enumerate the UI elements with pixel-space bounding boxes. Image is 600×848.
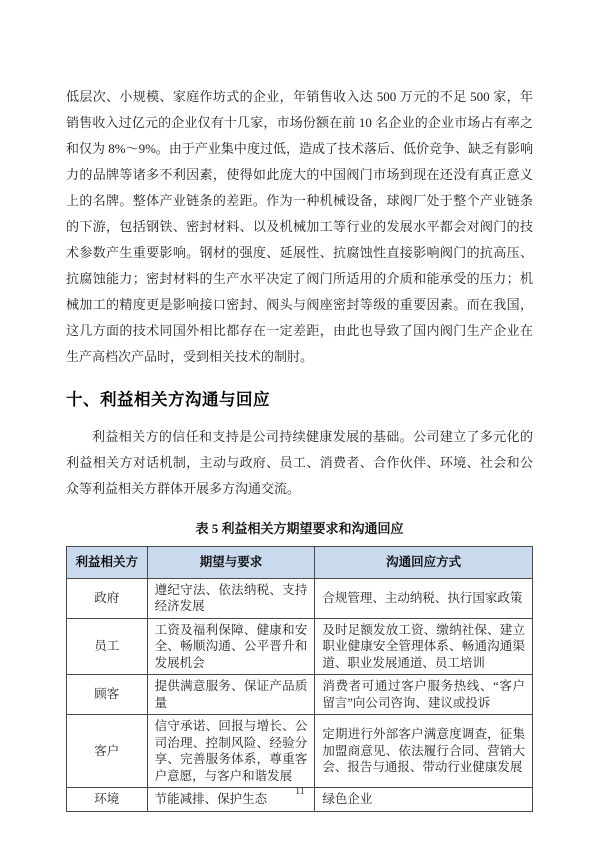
table-row — [67, 715, 533, 788]
response-cell: 及时足额发放工资、缴纳社保、建立职业健康安全管理体系、畅通沟通渠道、职业发展通道、员工培训 — [315, 618, 533, 675]
stakeholder-cell: 政府 — [67, 578, 148, 618]
response-cell: 定期进行外部客户满意度调查，征集加盟商意见、依法履行合同、营销大会、报告与通报、带动行业健康发展 — [315, 715, 533, 788]
table-caption: 表 5 利益相关方期望要求和沟通回应 — [195, 521, 404, 536]
industry-analysis-paragraph: 低层次、小规模、家庭作坊式的企业，年销售收入达 500 万元的不足 500 家，年销售收入过亿元的企业仅有十几家，市场份额在前 10 名企业的企业市场占有率之和仅为 8%～9%。由于产业集中度过低，造成了技术落后、低价竞争、缺乏有影响力的品牌等诸多不利因素，使得如此庞大的中国阀门市场到现在还没有真正意义上的名牌。整体产业链条的差距。作为一种机械设备，球阀厂处于整个产业链条的下游，包括钢铁、密封材料、以及机械加工等行业的发展水平都会对阀门的技术参数产生重要影响。钢材的强度、延展性、抗腐蚀性直接影响阀门的抗高压、抗腐蚀能力；密封材料的生产水平决定了阀门所适用的介质和能承受的压力；机械加工的精度更是影响接口密封、阀头与阀座密封等级的重要因素。而在我国，这几方面的技术同国外相比都存在一定差距，由此也导致了国内阀门生产企业在生产高档次产品时，受到相关技术的制肘。 — [66, 89, 533, 364]
stakeholder-cell: 顾客 — [67, 675, 148, 715]
response-cell: 消费者可通过客户服务热线、“客户留言”向公司咨询、建议或投诉 — [315, 675, 533, 715]
table-row — [67, 578, 533, 618]
expectations-cell: 遵纪守法、依法纳税、支持经济发展 — [147, 578, 315, 618]
stakeholder-cell: 客户 — [67, 715, 148, 788]
stakeholder-cell: 员工 — [67, 618, 148, 675]
page-number: 11 — [295, 786, 305, 797]
header-cell-stakeholder: 利益相关方 — [67, 547, 148, 579]
expectations-cell: 节能减排、保护生态 — [147, 788, 315, 812]
expectations-cell: 信守承诺、回报与增长、公司治理、控制风险、经验分享、完善服务体系，尊重客户意愿，与客户和谐发展 — [147, 715, 315, 788]
page-content — [66, 84, 533, 812]
header-cell-response: 沟通回应方式 — [315, 547, 533, 579]
header-cell-expectations: 期望与要求 — [147, 547, 315, 579]
stakeholder-cell: 环境 — [67, 788, 148, 812]
response-cell: 绿色企业 — [315, 788, 533, 812]
table-row — [67, 618, 533, 675]
expectations-cell: 工资及福利保障、健康和安全、畅顺沟通、公平晋升和发展机会 — [147, 618, 315, 675]
stakeholder-table — [66, 546, 533, 812]
section-heading-stakeholder-communication: 十、利益相关方沟通与回应 — [66, 390, 270, 409]
expectations-cell: 提供满意服务、保证产品质量 — [147, 675, 315, 715]
table-row — [67, 675, 533, 715]
response-cell: 合规管理、主动纳税、执行国家政策 — [315, 578, 533, 618]
stakeholder-intro-paragraph: 利益相关方的信任和支持是公司持续健康发展的基础。公司建立了多元化的利益相关方对话机制，主动与政府、员工、消费者、合作伙伴、环境、社会和公众等利益相关方群体开展多方沟通交流。 — [66, 429, 533, 496]
table-header-row — [67, 547, 533, 579]
